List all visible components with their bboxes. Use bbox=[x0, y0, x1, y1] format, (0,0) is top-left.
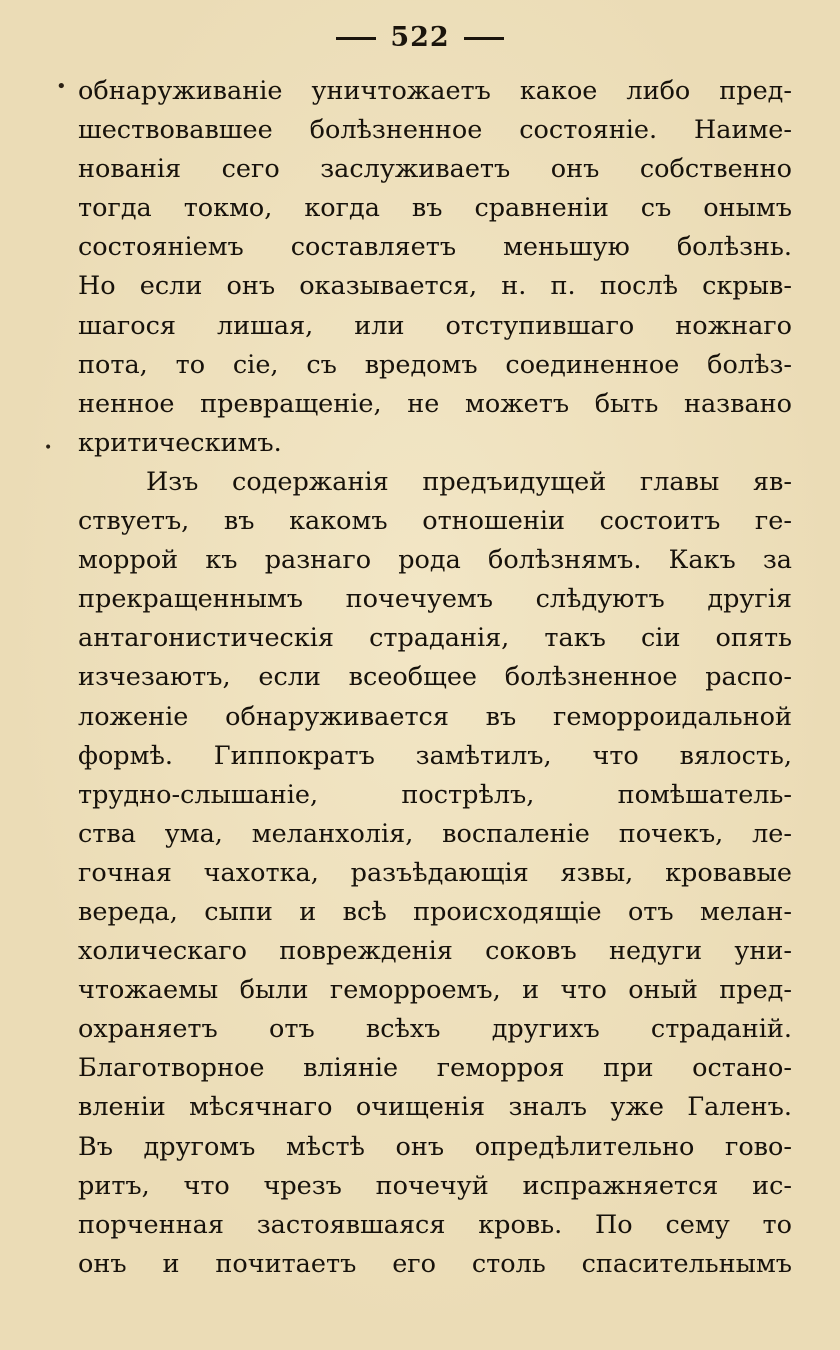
text-line: критическимъ. bbox=[78, 427, 282, 458]
page-number: 522 bbox=[390, 22, 450, 53]
text-line: холическаго поврежденія соковъ недуги уни- bbox=[78, 936, 792, 967]
text-line: шагося лишая, или отступившаго ножнаго bbox=[78, 310, 792, 341]
text-line: изчезаютъ, если всеобщее болѣзненное распо- bbox=[78, 662, 792, 693]
text-line: трудно-слышаніе, пострѣлъ, помѣшатель- bbox=[78, 779, 792, 810]
text-line: онъ и почитаетъ его столь спасительнымъ bbox=[78, 1248, 792, 1279]
text-line: нованія сего заслуживаетъ онъ собственно bbox=[78, 154, 792, 185]
text-line: Въ другомъ мѣстѣ онъ опредѣлительно гово- bbox=[78, 1131, 792, 1162]
print-speck: • bbox=[44, 440, 53, 456]
text-line: пота, то сіе, съ вредомъ соединенное болѣз- bbox=[78, 349, 792, 380]
text-line: ства ума, меланхолія, воспаленіе почекъ, ле- bbox=[78, 818, 792, 849]
text-line: прекращеннымъ почечуемъ слѣдуютъ другія bbox=[78, 584, 792, 615]
text-line: гочная чахотка, разъѣдающія язвы, кровавые bbox=[78, 857, 792, 888]
header-dash-right bbox=[464, 37, 504, 40]
text-line: ритъ, что чрезъ почечуй испражняется ис- bbox=[78, 1170, 792, 1201]
text-line: вереда, сыпи и всѣ происходящіе отъ мелан- bbox=[78, 896, 792, 927]
header-dash-left bbox=[336, 37, 376, 40]
text-line: Благотворное вліяніе геморроя при остано- bbox=[78, 1053, 792, 1084]
text-line: тогда токмо, когда въ сравненіи съ онымъ bbox=[78, 193, 792, 224]
print-speck: • bbox=[56, 76, 67, 97]
text-line: ненное превращеніе, не можетъ быть названо bbox=[78, 388, 792, 419]
text-line: обнаруживанie уничтожаетъ какое либо пред- bbox=[78, 76, 792, 106]
text-line: Но если онъ оказывается, н. п. послѣ скрыв- bbox=[78, 271, 792, 302]
text-line: шествовавшее болѣзненное состоянie. Наиме- bbox=[78, 115, 792, 146]
page-header bbox=[0, 22, 840, 53]
text-line: вленіи мѣсячнаго очищенія зналъ уже Галенъ. bbox=[78, 1092, 792, 1123]
text-line: чтожаемы были геморроемъ, и что оный пред- bbox=[78, 975, 792, 1006]
text-line: порченная застоявшаяся кровь. По сему то bbox=[78, 1209, 792, 1240]
body-text bbox=[78, 72, 792, 1284]
text-line: моррой къ разнаго рода болѣзнямъ. Какъ за bbox=[78, 545, 792, 576]
text-line: формѣ. Гиппократъ замѣтилъ, что вялость, bbox=[78, 740, 792, 771]
text-line: охраняетъ отъ всѣхъ другихъ страданій. bbox=[78, 1014, 792, 1045]
text-line: ствуетъ, въ какомъ отношеніи состоитъ ге- bbox=[78, 506, 792, 537]
text-line: антагонистическія страданія, такъ сіи опять bbox=[78, 623, 792, 654]
paragraph-first-line: Изъ содержанія предъидущей главы яв- bbox=[146, 466, 792, 497]
text-line: ложеніе обнаруживается въ геморроидальной bbox=[78, 701, 792, 732]
text-line: состояніемъ составляетъ меньшую болѣзнь. bbox=[78, 232, 792, 263]
